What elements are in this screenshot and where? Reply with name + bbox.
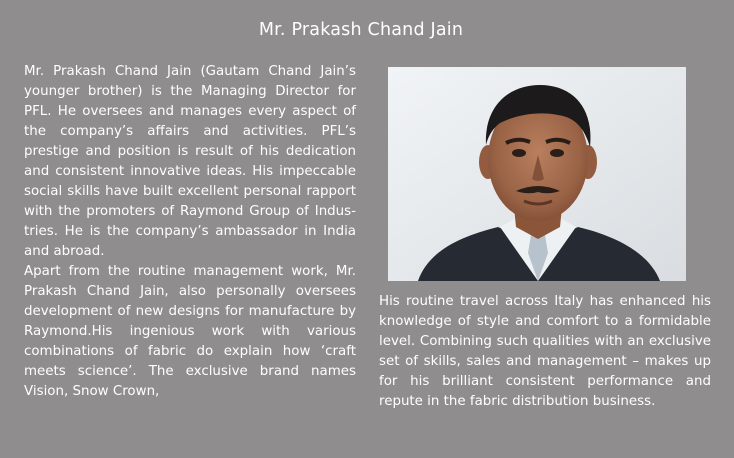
bio-left-column: [24, 62, 356, 402]
bio-right-column: [379, 292, 711, 412]
bio-paragraph-2: Apart from the routine management work, Mr. Prakash Chand Jain, also personally oversees development of new designs for manufacture by Raymond.His ingenious work with various combinations of fabric do explain how ‘craft meets science’. The exclusive brand names Vision, Snow Crown,: [24, 264, 356, 399]
portrait-photo: [388, 67, 686, 281]
page-title: Mr. Prakash Chand Jain: [258, 20, 464, 40]
bio-paragraph-1: Mr. Prakash Chand Jain (Gautam Chand Jain’s younger brother) is the Managing Director for PFL. He oversees and manages every aspect of the company’s affairs and activities. PFL’s prestige and position is result of his dedication and consistent innovative ideas. His impeccable social skills have built excellent personal rapport with the promoters of Raymond Group of Industries. He is the company’s ambassador in India and abroad.: [24, 64, 356, 259]
bio-paragraph-3: His routine travel across Italy has enhanced his knowledge of style and comfort to a formidable level. Combining such qualities with an exclusive set of skills, sales and management – makes up for his brilliant consistent performance and repute in the fabric distribution business.: [379, 294, 711, 409]
